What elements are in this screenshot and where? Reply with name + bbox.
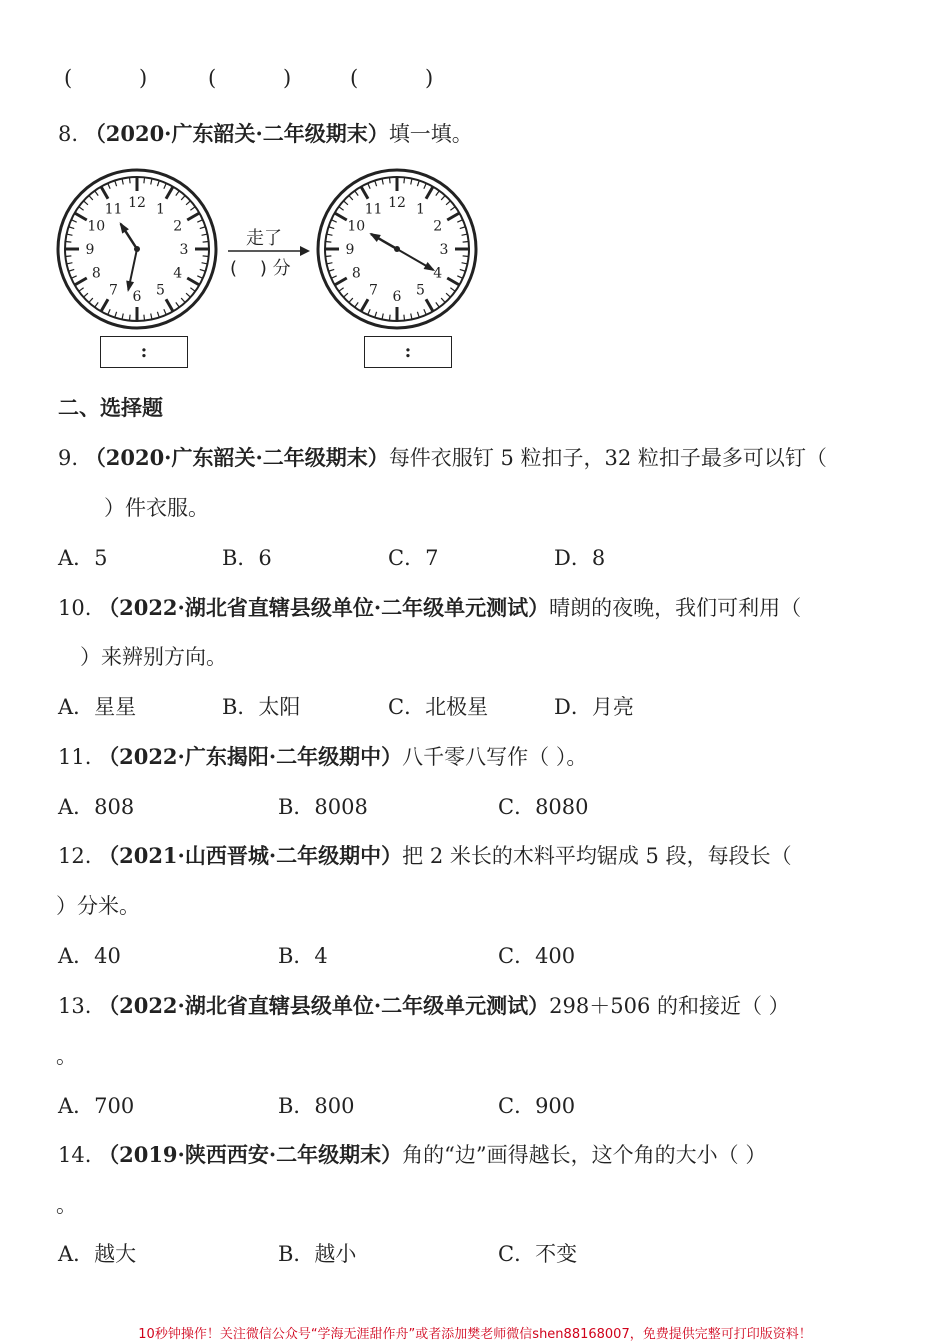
question-14	[58, 1139, 766, 1169]
question-12	[58, 840, 792, 870]
option-b[interactable]: B．越小	[278, 1242, 357, 1266]
question-number: 10.	[58, 596, 92, 620]
question-source: （2020·广东韶关·二年级期末）	[84, 445, 389, 470]
clock-tick	[203, 241, 209, 242]
clock-number: 11	[104, 201, 123, 218]
question-number: 8.	[58, 122, 79, 146]
option-b[interactable]: B．800	[278, 1094, 355, 1118]
clock-number: 12	[388, 195, 406, 211]
question-source: （2022·湖北省直辖县级单位·二年级单元测试）	[98, 595, 550, 620]
option-a[interactable]: A．808	[58, 795, 135, 819]
option-c[interactable]: C．8080	[498, 795, 589, 819]
clock-number: 10	[347, 218, 366, 235]
question-text-cont: 。	[56, 1193, 77, 1217]
section-title: 二、选择题	[58, 395, 163, 420]
clock-number: 3	[439, 242, 449, 258]
answer-paren: ( )	[350, 66, 434, 90]
clock-number: 12	[128, 195, 146, 211]
clock-number: 6	[132, 289, 142, 305]
clock-number: 11	[364, 201, 383, 218]
footer-notice: 10秒钟操作！关注微信公众号“学海无涯甜作舟”或者添加樊老师微信shen88168007，免费提供完整可打印版资料！	[138, 1327, 812, 1342]
option-c[interactable]: C．不变	[498, 1242, 578, 1266]
question-8	[58, 118, 473, 148]
clock-number: 9	[345, 242, 355, 258]
option-c[interactable]: C．7	[388, 546, 439, 570]
clock-tick	[404, 315, 405, 321]
option-d[interactable]: D．8	[554, 546, 606, 570]
question-text: 每件衣服钉 5 粒扣子，32 粒扣子最多可以钉（	[388, 446, 827, 470]
question-number: 9.	[58, 446, 79, 470]
clock-tick	[144, 315, 145, 321]
question-text-cont: ）件衣服。	[104, 496, 209, 520]
clock-tick	[463, 241, 469, 242]
question-text: 把 2 米长的木料平均锯成 5 段，每段长（	[402, 844, 792, 868]
option-a[interactable]: A．5	[58, 546, 108, 570]
clock-number: 2	[173, 218, 183, 235]
question-number: 11.	[58, 745, 92, 769]
question-number: 12.	[58, 844, 92, 868]
clock-number: 8	[91, 265, 101, 282]
question-source: （2022·湖北省直辖县级单位·二年级单元测试）	[98, 993, 550, 1018]
arrow-label-top: 走了	[246, 228, 282, 249]
question-text-cont: ）分米。	[56, 894, 140, 918]
option-c[interactable]: C．400	[498, 944, 576, 968]
option-b[interactable]: B．4	[278, 944, 328, 968]
clock-number: 5	[416, 282, 425, 299]
clock-tick	[65, 256, 71, 257]
clock-number: 7	[369, 282, 378, 299]
clock-left	[56, 168, 218, 330]
option-c[interactable]: C．北极星	[388, 695, 489, 719]
clock-number: 5	[156, 282, 165, 299]
option-a[interactable]: A．700	[58, 1094, 135, 1118]
clock-number: 9	[85, 242, 95, 258]
clock-center	[134, 246, 140, 252]
clock-tick	[463, 256, 469, 257]
option-b[interactable]: B．8008	[278, 795, 368, 819]
clock-number: 4	[173, 265, 183, 282]
option-d[interactable]: D．月亮	[554, 695, 634, 719]
question-text: 八千零八写作（ ）。	[402, 745, 588, 769]
question-source: （2022·广东揭阳·二年级期中）	[98, 744, 403, 769]
option-a[interactable]: A．越大	[58, 1242, 137, 1266]
arrow-label-bottom: ( ) 分	[230, 258, 291, 279]
option-a[interactable]: A．星星	[58, 695, 137, 719]
clock-right	[316, 168, 478, 330]
clock-number: 6	[392, 289, 402, 305]
question-source: （2019·陕西西安·二年级期末）	[98, 1142, 403, 1167]
question-text: 晴朗的夜晚，我们可利用（	[549, 596, 802, 620]
clock-tick	[325, 256, 331, 257]
question-text: 298＋506 的和接近（ ）	[549, 994, 790, 1018]
clock-tick	[203, 256, 209, 257]
clock-number: 4	[433, 265, 443, 282]
question-source: （2020·广东韶关·二年级期末）	[84, 121, 389, 146]
question-number: 13.	[58, 994, 92, 1018]
clock-tick	[389, 315, 390, 321]
question-11	[58, 741, 587, 771]
clock-tick	[65, 241, 71, 242]
clock-tick	[144, 177, 145, 183]
option-c[interactable]: C．900	[498, 1094, 576, 1118]
clock-tick	[325, 241, 331, 242]
option-b[interactable]: B．6	[222, 546, 272, 570]
option-b[interactable]: B．太阳	[222, 695, 301, 719]
clock-tick	[129, 177, 130, 183]
question-13	[58, 990, 790, 1020]
question-text-cont: 。	[56, 1044, 77, 1068]
clock-number: 1	[416, 201, 425, 218]
clock-number: 7	[109, 282, 118, 299]
question-number: 14.	[58, 1143, 92, 1167]
clock-number: 8	[351, 265, 361, 282]
clock-number: 1	[156, 201, 165, 218]
time-answer-box-right[interactable]: :	[364, 336, 452, 368]
question-9	[58, 442, 827, 472]
clock-number: 3	[179, 242, 189, 258]
time-answer-box-left[interactable]: :	[100, 336, 188, 368]
clock-tick	[129, 315, 130, 321]
clock-tick	[404, 177, 405, 183]
answer-paren: ( )	[208, 66, 292, 90]
question-source: （2021·山西晋城·二年级期中）	[98, 843, 403, 868]
question-text: 填一填。	[388, 122, 473, 146]
clock-center	[394, 246, 400, 252]
clock-number: 2	[433, 218, 443, 235]
clock-number: 10	[87, 218, 106, 235]
option-a[interactable]: A．40	[58, 944, 121, 968]
question-text-cont: ）来辨别方向。	[80, 645, 227, 669]
answer-paren: ( )	[64, 66, 148, 90]
question-10	[58, 592, 801, 622]
question-text: 角的“边”画得越长，这个角的大小（ ）	[402, 1143, 767, 1167]
clock-tick	[389, 177, 390, 183]
